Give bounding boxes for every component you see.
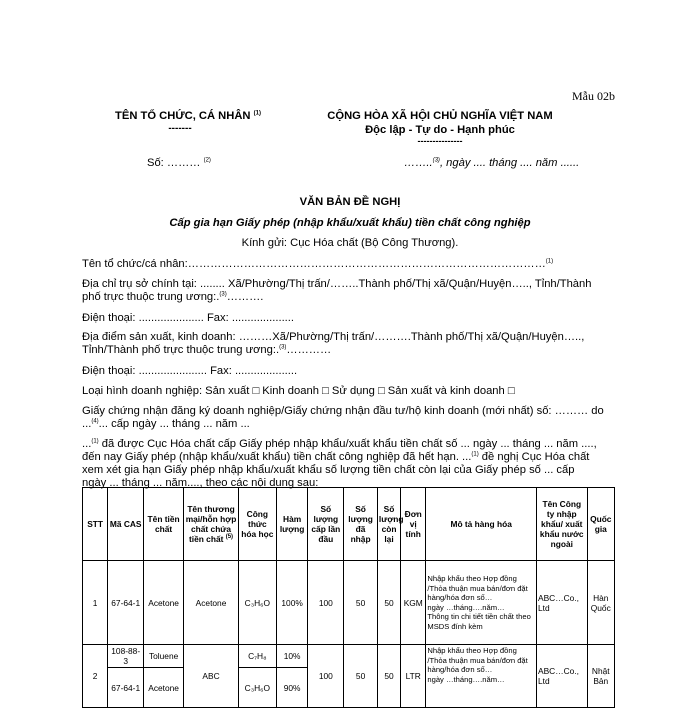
- request-line-1: ...$^{(1)}$ đã được Cục Hóa chất cấp Giấy phép nhập khẩu/xuất khẩu tiền chất số ... ngày ... tháng ... năm ....,: [82, 438, 597, 450]
- footnote-marker: (3): [219, 291, 227, 298]
- col-header-imported: Số lượng đã nhập: [344, 488, 378, 561]
- footnote-marker: (1): [471, 451, 479, 458]
- cell-unit: LTR: [401, 645, 426, 708]
- col-header-desc: Mô tả hàng hóa: [426, 488, 537, 561]
- cell-content: 90%: [276, 668, 308, 708]
- head-office-line-1: Địa chỉ trụ sở chính tại: ........ Xã/Phường/Thị trấn/……..Thành phố/Thị xã/Quận/Huyện….., Tỉnh/Thành: [82, 278, 592, 290]
- cert-line-1: Giấy chứng nhận đăng ký doanh nghiệp/Giấy chứng nhận đầu tư/hộ kinh doanh (mới nhất) số: ……… do: [82, 405, 604, 417]
- document-title: VĂN BẢN ĐỀ NGHỊ: [299, 196, 401, 208]
- cell-formula: C₃H₆O: [238, 668, 276, 708]
- footnote-marker: (1): [91, 438, 99, 445]
- cell-formula: C₇H₈: [238, 645, 276, 668]
- cell-name: Acetone: [144, 561, 184, 645]
- table-row: [83, 561, 615, 645]
- col-header-country: Quốc gia: [587, 488, 614, 561]
- cell-stt: 2: [83, 645, 108, 708]
- col-header-formula: Công thức hóa học: [238, 488, 276, 561]
- business-type: Loại hình doanh nghiệp: Sản xuất □ Kinh doanh □ Sử dụng □ Sản xuất và kinh doanh □: [82, 385, 515, 397]
- org-dashes: -------: [168, 123, 192, 134]
- document-number: Số: ……… $^{(2)}$: [147, 157, 211, 169]
- col-header-cas: Mã CAS: [108, 488, 144, 561]
- col-header-content: Hàm lượng: [276, 488, 308, 561]
- col-header-foreign: Tên Công ty nhập khẩu/ xuất khẩu nước ngoài: [536, 488, 587, 561]
- cell-cas: 108-88-3: [108, 645, 144, 668]
- cell-remaining: 50: [377, 561, 400, 645]
- col-header-stt: STT: [83, 488, 108, 561]
- footnote-marker: (1): [545, 258, 554, 265]
- cell-desc: Nhập khẩu theo Hợp đồng /Thỏa thuận mua bán/đơn đặt hàng/hóa đơn số… ngày …tháng….năm…: [426, 645, 537, 708]
- motto: Độc lập - Tự do - Hạnh phúc: [365, 124, 515, 136]
- cell-cas: 67-64-1: [108, 668, 144, 708]
- footnote-marker: (3): [432, 157, 440, 164]
- cell-granted: 100: [308, 561, 344, 645]
- recipient-line: Kính gửi: Cục Hóa chất (Bộ Công Thương).: [241, 237, 459, 249]
- cell-foreign: ABC…Co., Ltd: [536, 645, 587, 708]
- footnote-marker: (5): [225, 534, 234, 541]
- cell-content: 100%: [276, 561, 308, 645]
- cert-line-2: ...$^{(4)}$... cấp ngày ... tháng ... năm ...: [82, 418, 250, 430]
- cell-unit: KGM: [401, 561, 426, 645]
- cell-cas: 67-64-1: [108, 561, 144, 645]
- site-line-2: Tỉnh/Thành phố trực thuộc trung ương:.$^{(3)}$…………: [82, 344, 332, 356]
- cell-country: Hàn Quốc: [587, 561, 614, 645]
- col-header-remaining: Số lượng còn lại: [377, 488, 400, 561]
- org-name-field: Tên tổ chức/cá nhân:……………………………………………………………………………………$^{(1)}$: [82, 258, 554, 270]
- col-header-granted: Số lượng cấp lần đầu: [308, 488, 344, 561]
- footnote-marker: (4): [91, 418, 99, 425]
- phone-fax-2: Điện thoại: ...................... Fax: ....................: [82, 365, 298, 377]
- request-line-3: xem xét gia hạn Giấy phép nhập khẩu/xuất khẩu số lượng tiền chất còn lại của Giấy phép số ... cấp: [82, 464, 575, 476]
- document-date: ……..$^{(3)}$, ngày .... tháng .... năm ......: [404, 157, 580, 169]
- footnote-marker: (2): [203, 157, 211, 164]
- cell-name: Toluene: [144, 645, 184, 668]
- footnote-marker: (1): [253, 110, 261, 117]
- footnote-marker: (3): [279, 344, 287, 351]
- country-heading: CỘNG HÒA XÃ HỘI CHỦ NGHĨA VIỆT NAM: [327, 110, 553, 122]
- form-code: Mẫu 02b: [572, 89, 615, 103]
- cell-formula: C₃H₆O: [238, 561, 276, 645]
- cell-content: 10%: [276, 645, 308, 668]
- cell-remaining: 50: [377, 645, 400, 708]
- request-line-4: ngày ... tháng ... năm...., theo các nội dung sau:: [82, 477, 319, 489]
- col-header-trade: Tên thương mại/hỗn hợp chất chứa tiền chất $^{(5)}$: [184, 488, 239, 561]
- cell-imported: 50: [344, 645, 378, 708]
- cell-stt: 1: [83, 561, 108, 645]
- motto-dashes: ---------------: [417, 136, 463, 146]
- precursor-table: [82, 487, 615, 708]
- site-line-1: Địa điểm sản xuất, kinh doanh: ………Xã/Phường/Thị trấn/……….Thành phố/Thị xã/Quận/Huyện…..,: [82, 331, 585, 343]
- org-name-heading: TÊN TỔ CHỨC, CÁ NHÂN $^{(1)}$: [115, 110, 261, 122]
- cell-country: Nhật Bản: [587, 645, 614, 708]
- cell-desc: Nhập khẩu theo Hợp đồng /Thỏa thuận mua bán/đơn đặt hàng/hóa đơn số… ngày …tháng….năm… Thông tin chi tiết tiền chất theo MSDS đính kèm: [426, 561, 537, 645]
- head-office-line-2: phố trực thuộc trung ương:.$^{(3)}$……….: [82, 291, 264, 303]
- table-row: [83, 645, 615, 668]
- cell-foreign: ABC…Co., Ltd: [536, 561, 587, 645]
- cell-granted: 100: [308, 645, 344, 708]
- cell-name: Acetone: [144, 668, 184, 708]
- col-header-unit: Đơn vị tính: [401, 488, 426, 561]
- table-header-row: [83, 488, 615, 561]
- phone-fax-1: Điện thoại: ..................... Fax: ....................: [82, 312, 295, 324]
- document-subtitle: Cấp gia hạn Giấy phép (nhập khẩu/xuất khẩu) tiền chất công nghiệp: [169, 217, 531, 229]
- cell-imported: 50: [344, 561, 378, 645]
- col-header-name: Tên tiền chất: [144, 488, 184, 561]
- cell-trade: ABC: [184, 645, 239, 708]
- request-line-2: đến nay Giấy phép (nhập khẩu/xuất khẩu) tiền chất công nghiệp đã hết hạn. ...$^{(1)}$ đề nghị Cục Hóa chất: [82, 451, 590, 463]
- cell-trade: Acetone: [184, 561, 239, 645]
